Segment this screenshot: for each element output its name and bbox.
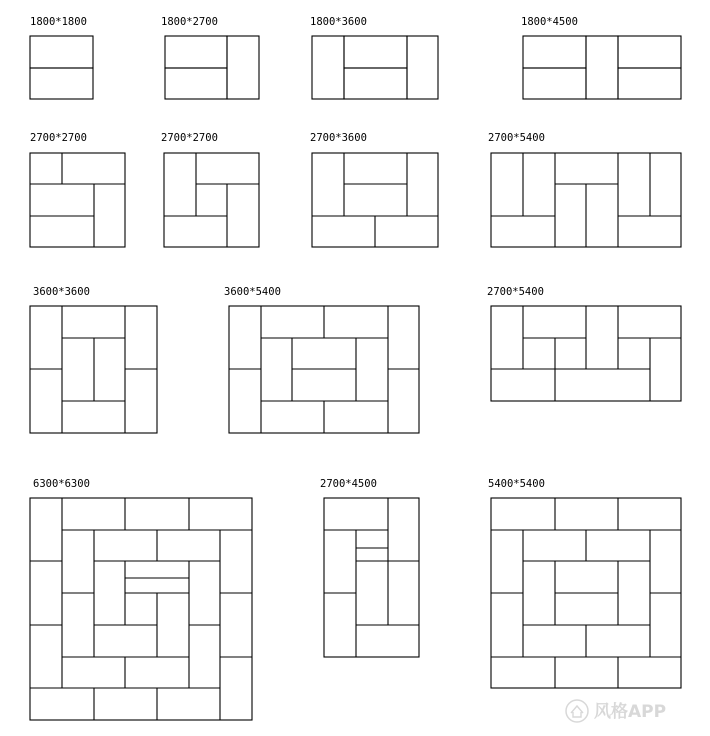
pattern-2700x5400-a bbox=[491, 153, 681, 247]
label-2700x4500: 2700*4500 bbox=[320, 478, 377, 490]
label-2700x3600: 2700*3600 bbox=[310, 132, 367, 144]
pattern-3600x5400 bbox=[229, 306, 419, 433]
pattern-1800x4500 bbox=[523, 36, 681, 99]
pattern-1800x3600 bbox=[312, 36, 438, 99]
pattern-2700x3600 bbox=[312, 153, 438, 247]
pattern-1800x2700 bbox=[165, 36, 259, 99]
pattern-2700x5400-b bbox=[491, 306, 681, 401]
label-2700x5400-a: 2700*5400 bbox=[488, 132, 545, 144]
house-icon bbox=[566, 700, 588, 722]
label-2700x2700-a: 2700*2700 bbox=[30, 132, 87, 144]
watermark bbox=[566, 700, 666, 722]
label-1800x3600: 1800*3600 bbox=[310, 16, 367, 28]
label-3600x3600: 3600*3600 bbox=[33, 286, 90, 298]
label-3600x5400: 3600*5400 bbox=[224, 286, 281, 298]
label-2700x5400-b: 2700*5400 bbox=[487, 286, 544, 298]
pattern-6300x6300 bbox=[30, 498, 252, 720]
pattern-1800x1800 bbox=[30, 36, 93, 99]
pattern-5400x5400 bbox=[491, 498, 681, 688]
pattern-2700x4500 bbox=[324, 498, 419, 657]
pattern-2700x2700-a bbox=[30, 153, 125, 247]
pattern-2700x2700-b bbox=[164, 153, 259, 247]
label-5400x5400: 5400*5400 bbox=[488, 478, 545, 490]
label-1800x1800: 1800*1800 bbox=[30, 16, 87, 28]
label-6300x6300: 6300*6300 bbox=[33, 478, 90, 490]
label-1800x2700: 1800*2700 bbox=[161, 16, 218, 28]
watermark-text: 风格APP bbox=[594, 702, 667, 722]
pattern-3600x3600 bbox=[30, 306, 157, 433]
label-2700x2700-b: 2700*2700 bbox=[161, 132, 218, 144]
label-1800x4500: 1800*4500 bbox=[521, 16, 578, 28]
